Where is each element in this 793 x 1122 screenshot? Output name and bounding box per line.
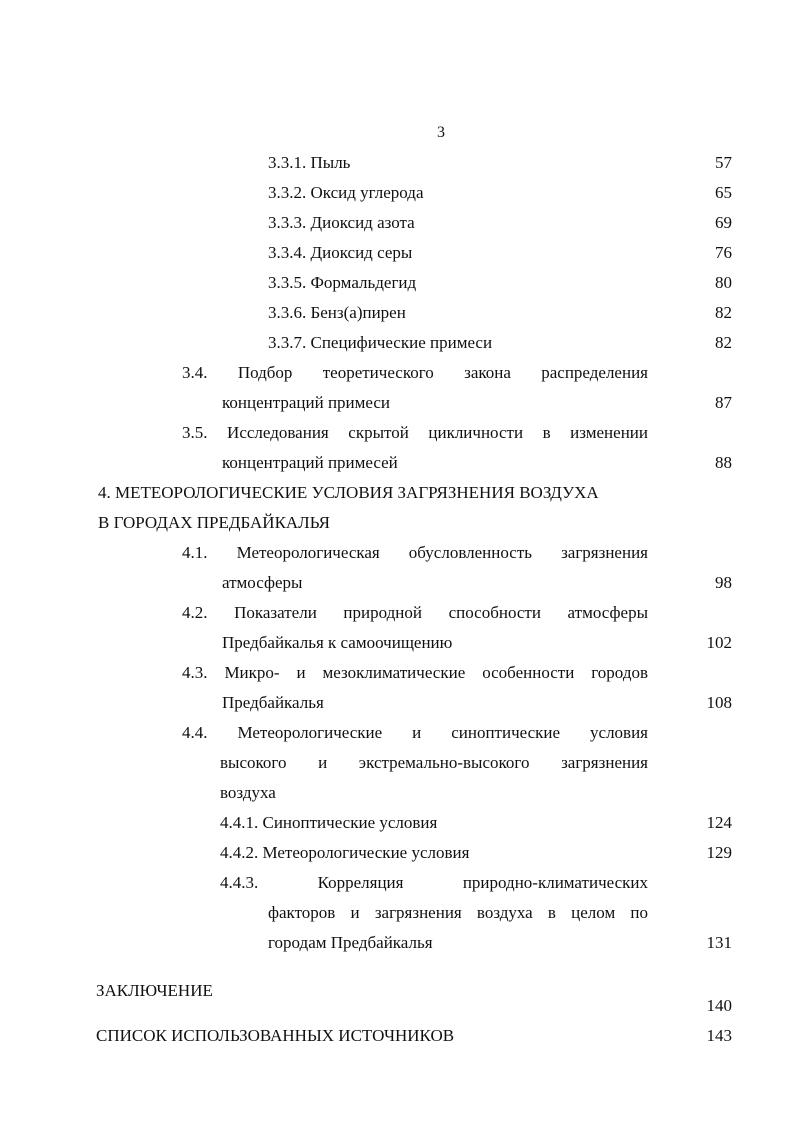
toc-page-number: 129 xyxy=(706,843,732,862)
toc-page-number: 76 xyxy=(715,243,732,262)
toc-entry-text: 3.3.3. Диоксид азота xyxy=(268,213,415,232)
toc-entry-text: 3.3.5. Формальдегид xyxy=(268,273,417,292)
toc-page-number: 80 xyxy=(715,273,732,292)
toc-page-number: 87 xyxy=(715,393,732,412)
toc-page-number: 88 xyxy=(715,453,732,472)
chapter-title-cont: В ГОРОДАХ ПРЕДБАЙКАЛЬЯ xyxy=(98,513,330,532)
toc-entry-text: 4.4.2. Метеорологические условия xyxy=(220,843,470,862)
toc-entry-text-cont: атмосферы xyxy=(222,573,303,592)
toc-entry-text: 4.4. Метеорологические и синоптические условия xyxy=(182,723,648,742)
toc-entry-text: 3.3.6. Бенз(а)пирен xyxy=(268,303,406,322)
toc-entry-text-cont: высокого и экстремально-высокого загрязнения xyxy=(220,753,648,772)
toc-entry-text: 4.1. Метеорологическая обусловленность загрязнения xyxy=(182,543,648,562)
toc-entry-text: 3.3.2. Оксид углерода xyxy=(268,183,424,202)
toc-entry-text: 4.2. Показатели природной способности атмосферы xyxy=(182,603,648,622)
toc-entry-text: ЗАКЛЮЧЕНИЕ xyxy=(96,981,213,1000)
toc-entry-text: 3.3.4. Диоксид серы xyxy=(268,243,413,262)
page-number: 3 xyxy=(437,124,445,141)
toc-page-number: 57 xyxy=(715,153,732,172)
toc-entry-text: 3.4. Подбор теоретического закона распределения xyxy=(182,363,648,382)
toc-page-number: 140 xyxy=(706,996,732,1015)
toc-entry-text-cont: Предбайкалья к самоочищению xyxy=(222,633,453,652)
toc-page-number: 65 xyxy=(715,183,732,202)
toc-entry-text-cont: факторов и загрязнения воздуха в целом по xyxy=(268,903,648,922)
toc-page-number: 82 xyxy=(715,333,732,352)
toc-page-number: 82 xyxy=(715,303,732,322)
toc-entry-text: 4.4.1. Синоптические условия xyxy=(220,813,438,832)
toc-page-number: 98 xyxy=(715,573,732,592)
toc-entry-text-cont: концентраций примесей xyxy=(222,453,398,472)
toc-entry-text: 3.5. Исследования скрытой цикличности в изменении xyxy=(182,423,648,442)
toc-entry-text-cont: концентраций примеси xyxy=(222,393,391,412)
toc-entry-text: 4.3. Микро- и мезоклиматические особенности городов xyxy=(182,663,648,682)
toc-page-number: 108 xyxy=(706,693,732,712)
toc-entry-text: 3.3.1. Пыль xyxy=(268,153,351,172)
toc-entry-text: СПИСОК ИСПОЛЬЗОВАННЫХ ИСТОЧНИКОВ xyxy=(96,1026,455,1045)
toc-page-number: 102 xyxy=(706,633,732,652)
toc-entry-text: 4.4.3. Корреляция природно-климатических xyxy=(220,873,648,892)
toc-page-number: 124 xyxy=(706,813,732,832)
toc-page-number: 69 xyxy=(715,213,732,232)
toc-page-number: 143 xyxy=(706,1026,732,1045)
toc-entry-text: 3.3.7. Специфические примеси xyxy=(268,333,493,352)
toc-entry-text-cont: Предбайкалья xyxy=(222,693,324,712)
chapter-title: 4. МЕТЕОРОЛОГИЧЕСКИЕ УСЛОВИЯ ЗАГРЯЗНЕНИЯ ВОЗДУХА xyxy=(98,483,599,502)
toc-entry-text-cont: городам Предбайкалья xyxy=(268,933,433,952)
toc-entry-text-cont: воздуха xyxy=(220,783,276,802)
toc-page-number: 131 xyxy=(706,933,732,952)
